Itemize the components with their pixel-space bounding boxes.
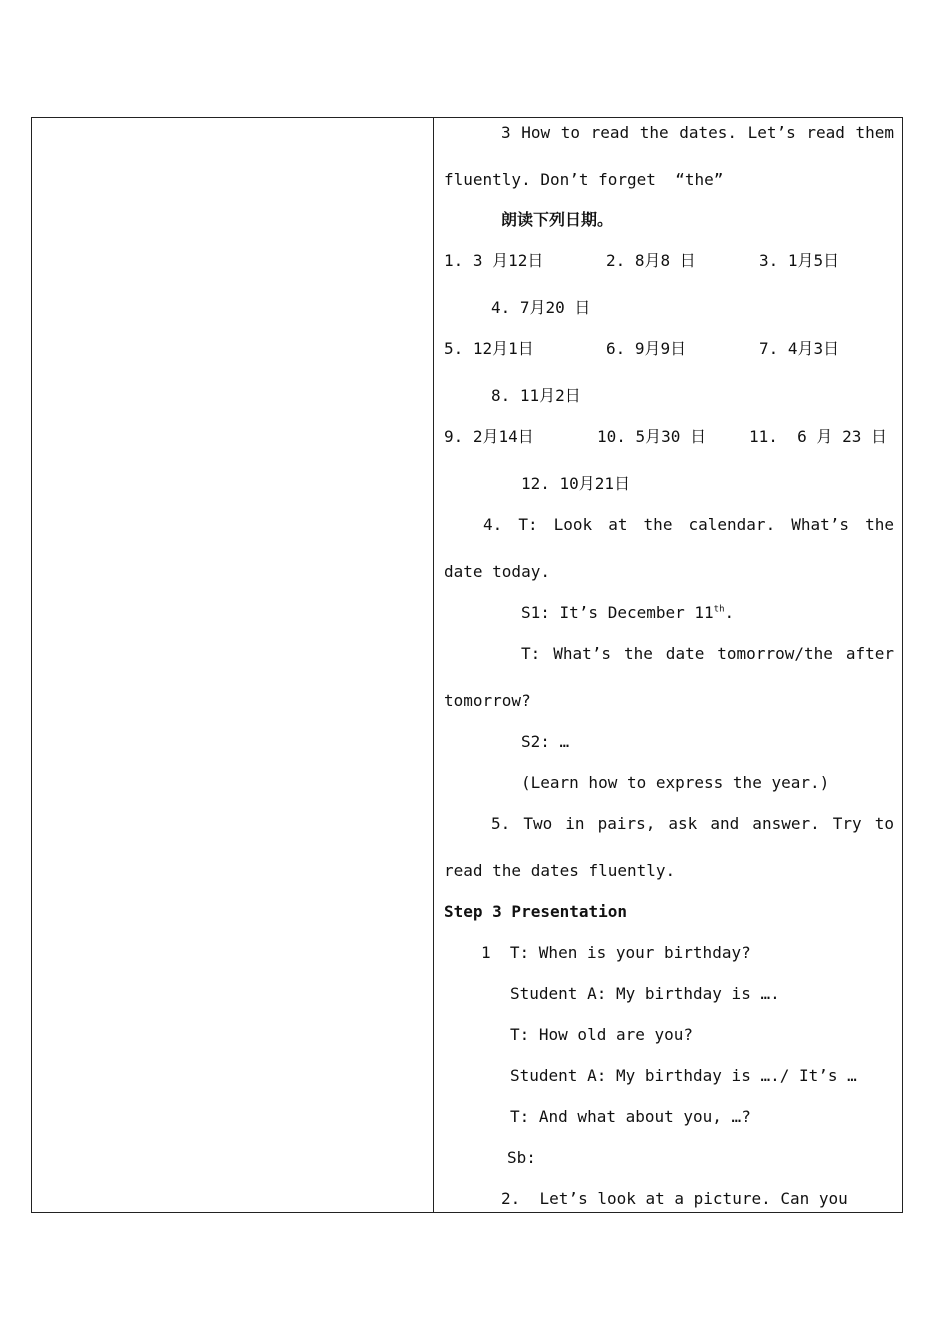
column-divider	[433, 118, 434, 1212]
t-question-line1: T: What’s the date tomorrow/the after	[521, 644, 894, 663]
date-item-6: 6. 9月9日	[606, 339, 687, 358]
item4-line2: date today.	[444, 562, 550, 581]
item3-instruction: 朗读下列日期。	[501, 210, 614, 229]
date-item-2: 2. 8月8 日	[606, 251, 696, 270]
s2-answer: S2: …	[521, 732, 570, 751]
presentation-line-6: Sb:	[507, 1148, 536, 1167]
presentation-line-4: Student A: My birthday is …./ It’s …	[510, 1066, 857, 1085]
date-item-10: 10. 5月30 日	[597, 427, 707, 446]
presentation-line-2: Student A: My birthday is ….	[510, 984, 780, 1003]
date-item-3: 3. 1月5日	[759, 251, 840, 270]
presentation-line-5: T: And what about you, …?	[510, 1107, 751, 1126]
date-item-7: 7. 4月3日	[759, 339, 840, 358]
presentation-line-1: 1 T: When is your birthday?	[481, 943, 751, 962]
date-item-1: 1. 3 月12日	[444, 251, 544, 270]
s1-answer	[521, 603, 734, 623]
lesson-table	[31, 117, 903, 1213]
presentation-line-3: T: How old are you?	[510, 1025, 694, 1044]
item5-line2: read the dates fluently.	[444, 861, 676, 880]
date-item-9: 9. 2月14日	[444, 427, 534, 446]
date-item-4: 4. 7月20 日	[491, 298, 591, 317]
s1-period: .	[724, 603, 735, 622]
t-question-line2: tomorrow?	[444, 691, 531, 710]
presentation-line-7: 2. Let’s look at a picture. Can you	[501, 1189, 848, 1208]
date-item-12: 12. 10月21日	[521, 474, 631, 493]
item3-line2: fluently. Don’t forget “the”	[444, 170, 724, 189]
step3-heading: Step 3 Presentation	[444, 902, 628, 921]
item4-line1: 4. T: Look at the calendar. What’s the	[483, 515, 894, 534]
date-item-5: 5. 12月1日	[444, 339, 534, 358]
learn-year-note: (Learn how to express the year.)	[521, 773, 830, 792]
date-item-8: 8. 11月2日	[491, 386, 581, 405]
s1-superscript: th	[713, 604, 725, 615]
s1-text: S1: It’s December 11	[521, 603, 714, 622]
item3-line1: 3 How to read the dates. Let’s read them	[501, 123, 894, 142]
item5-line1: 5. Two in pairs, ask and answer. Try to	[491, 814, 894, 833]
date-item-11: 11. 6 月 23 日	[749, 427, 887, 446]
